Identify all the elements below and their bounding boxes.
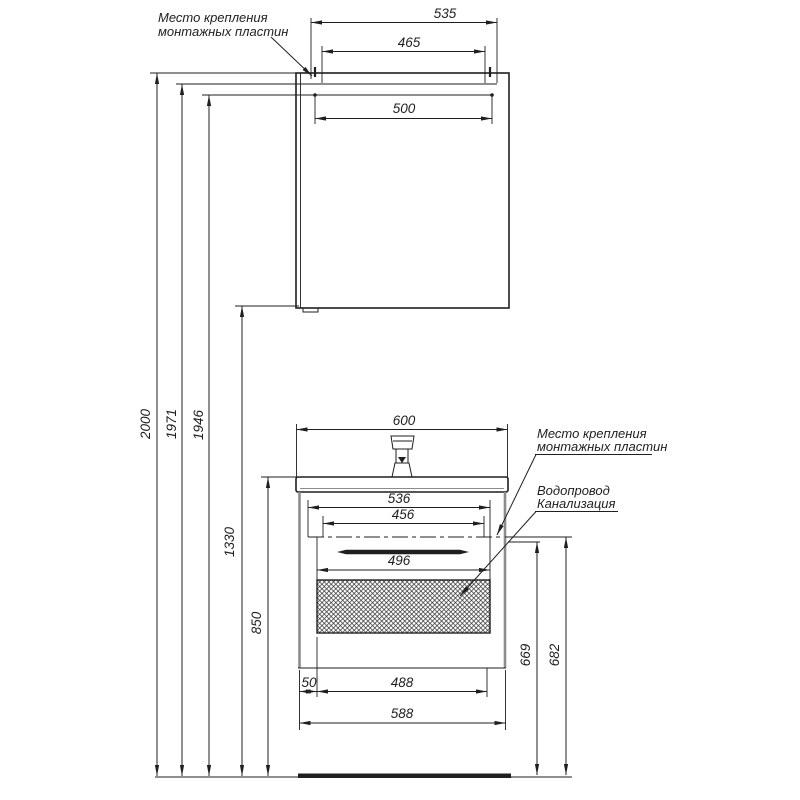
dim-600 [297, 413, 508, 477]
dim-2000-label: 2000 [138, 408, 153, 440]
dim-500 [313, 93, 494, 124]
dim-465-label: 465 [397, 35, 421, 50]
dim-535-label: 535 [433, 6, 457, 21]
dim-536-label: 536 [387, 491, 411, 506]
dim-456 [323, 507, 484, 537]
leader-mounting-mid [497, 455, 536, 536]
note-mounting-top-line1: Место крепления [158, 10, 268, 25]
dim-600-label: 600 [392, 413, 416, 428]
dim-1330-label: 1330 [222, 526, 237, 558]
dim-496-label: 496 [387, 553, 411, 568]
left-dimensions [138, 73, 497, 776]
floor [155, 774, 572, 779]
dim-1946-label: 1946 [191, 409, 206, 441]
note-mounting-plates-mid [497, 426, 667, 535]
dim-496 [317, 537, 490, 580]
leader-mounting-top [271, 37, 312, 76]
note-plumbing [460, 483, 618, 596]
note-plumbing-line2: Канализация [537, 496, 616, 511]
dim-669-label: 669 [518, 643, 533, 667]
dim-500-label: 500 [392, 101, 416, 116]
dim-50-label: 50 [301, 675, 317, 690]
dim-456-label: 456 [391, 507, 415, 522]
vanity-cabinet [298, 491, 572, 730]
note-mounting-mid-line2: монтажных пластин [537, 439, 668, 454]
dim-588-label: 588 [390, 706, 414, 721]
washbasin-top [296, 477, 508, 492]
right-dimensions [518, 537, 566, 775]
note-mounting-plates-top [158, 10, 312, 76]
floor-thick-line [298, 774, 511, 779]
dim-850-label: 850 [249, 611, 264, 635]
faucet-icon [391, 436, 414, 477]
note-mounting-mid-line1: Место крепления [537, 426, 647, 441]
plumbing-opening-hatch [317, 580, 490, 633]
dim-1971-label: 1971 [164, 408, 179, 440]
washbasin-unit [296, 413, 508, 492]
note-plumbing-line1: Водопровод [537, 483, 610, 498]
leader-plumbing [460, 512, 536, 597]
note-mounting-top-line2: монтажных пластин [158, 24, 289, 39]
dim-488-label: 488 [390, 675, 414, 690]
dim-682-label: 682 [547, 643, 562, 667]
dim-465 [322, 35, 485, 83]
